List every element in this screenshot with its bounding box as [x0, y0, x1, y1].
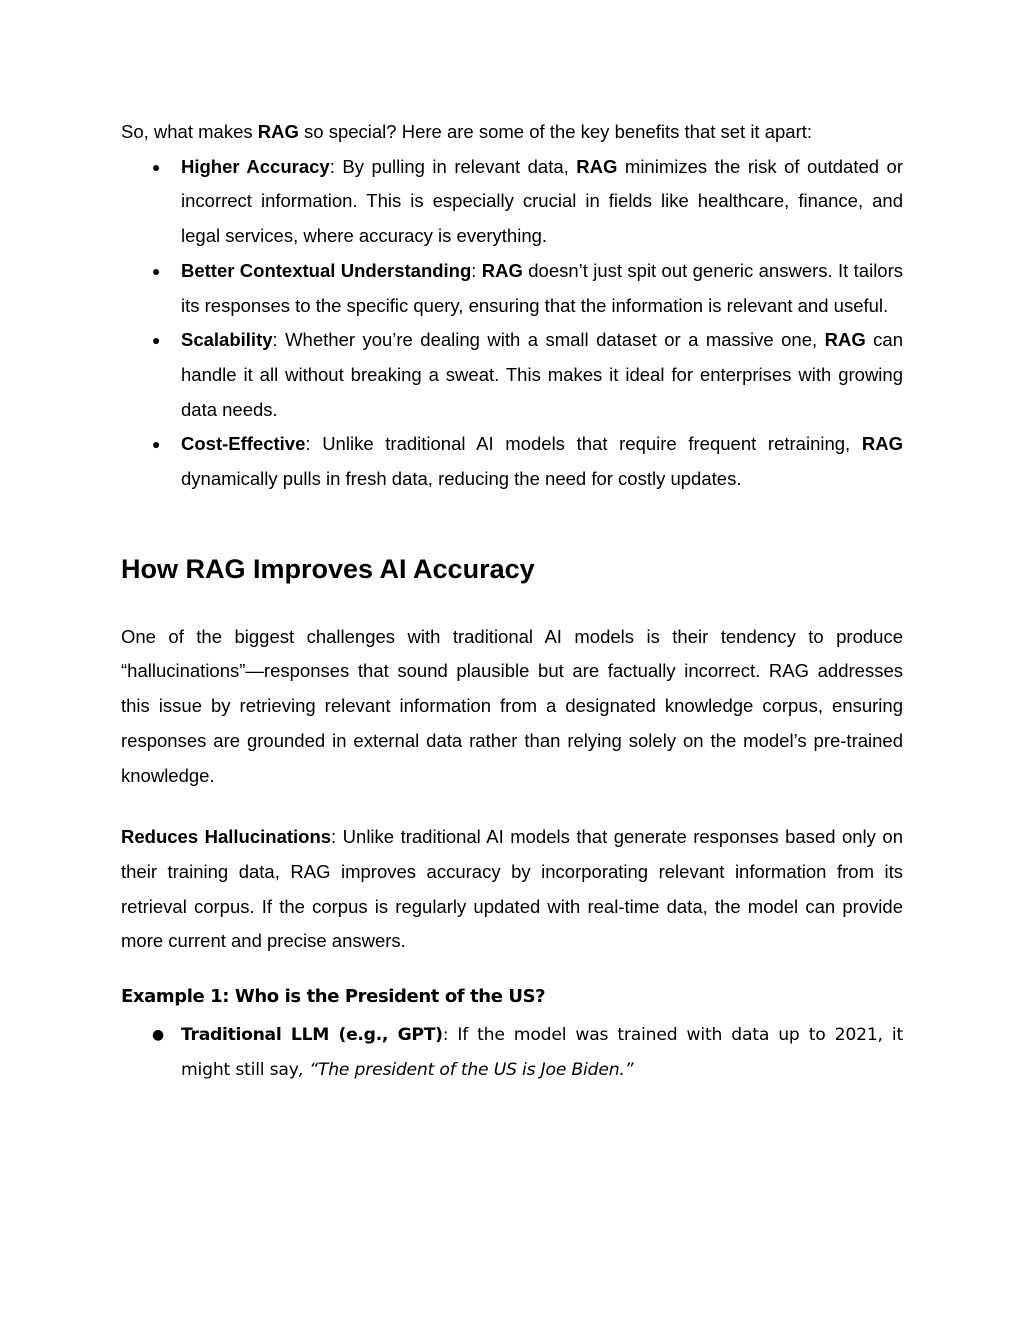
benefit-text: :: [471, 259, 482, 281]
benefits-list: [121, 150, 903, 497]
benefit-text: can handle it all without breaking a sweat. This makes it ideal for enterprises with growing data needs.: [181, 329, 903, 420]
benefit-text: doesn’t just spit out generic answers. It tailors its responses to the specific query, ensuring that the information is relevant and useful.: [181, 259, 904, 316]
bullet-icon: ●: [152, 332, 161, 349]
benefit-text: minimizes the risk of outdated or incorrect information. This is especially crucial in fields like healthcare, finance, and legal services, where accuracy is everything.: [181, 155, 903, 247]
intro-paragraph: [121, 115, 903, 150]
benefit-text: : Whether you’re dealing with a small dataset or a massive one,: [272, 329, 825, 351]
benefit-rag: RAG: [824, 329, 866, 351]
benefit-rag: RAG: [861, 433, 903, 455]
benefit-term: Better Contextual Understanding: [181, 259, 472, 281]
example-term: Traditional LLM (e.g., GPT): [181, 1025, 443, 1046]
list-item: [121, 150, 903, 254]
bullet-icon: ●: [152, 436, 161, 453]
benefit-text: dynamically pulls in fresh data, reducing the need for costly updates.: [181, 468, 742, 490]
benefit-term: Scalability: [181, 329, 273, 351]
hallucinations-paragraph: One of the biggest challenges with traditional AI models is their tendency to produce “hallucinations”—responses that sound plausible but are factually incorrect. RAG addresses this issue by retrieving relevant information from a designated knowledge corpus, ensuring responses are grounded in external data rather than relying solely on the model’s pre-trained knowledge.: [121, 625, 903, 786]
benefit-term: Cost-Effective: [181, 433, 306, 455]
benefit-text: : Unlike traditional AI models that require frequent retraining,: [305, 433, 862, 455]
benefit-rag: RAG: [576, 155, 618, 177]
bullet-icon: ●: [152, 158, 161, 175]
section-heading: How RAG Improves AI Accuracy: [121, 553, 535, 584]
list-item: [121, 427, 903, 496]
list-item: [121, 254, 903, 323]
example-list: [121, 1018, 903, 1087]
list-item: [121, 323, 903, 427]
benefit-term: Higher Accuracy: [181, 155, 330, 177]
example-text: : If the model was trained with data up to 2021, it might still say: [181, 1025, 903, 1080]
reduces-hallucinations-paragraph: [121, 820, 903, 959]
list-item: [121, 1018, 903, 1087]
intro-rag: RAG: [257, 121, 299, 142]
benefit-rag: RAG: [481, 259, 523, 281]
example-title: Example 1: Who is the President of the US?: [121, 986, 546, 1008]
document-content: [121, 115, 903, 1087]
bullet-icon: ●: [152, 1027, 165, 1044]
paragraph-term: Reduces Hallucinations: [121, 826, 332, 848]
example-quote: , “The president of the US is Joe Biden.”: [298, 1059, 634, 1080]
bullet-icon: ●: [152, 262, 161, 279]
intro-prefix: So, what makes: [121, 121, 258, 142]
paragraph-text: : Unlike traditional AI models that generate responses based only on their training data, RAG improves accuracy by incorporating relevant information from its retrieval corpus. If the corpus is regularly updated with real-time data, the model can provide more current and precise answers.: [121, 826, 903, 952]
benefit-text: : By pulling in relevant data,: [329, 155, 577, 177]
intro-suffix: so special? Here are some of the key benefits that set it apart:: [298, 121, 813, 142]
